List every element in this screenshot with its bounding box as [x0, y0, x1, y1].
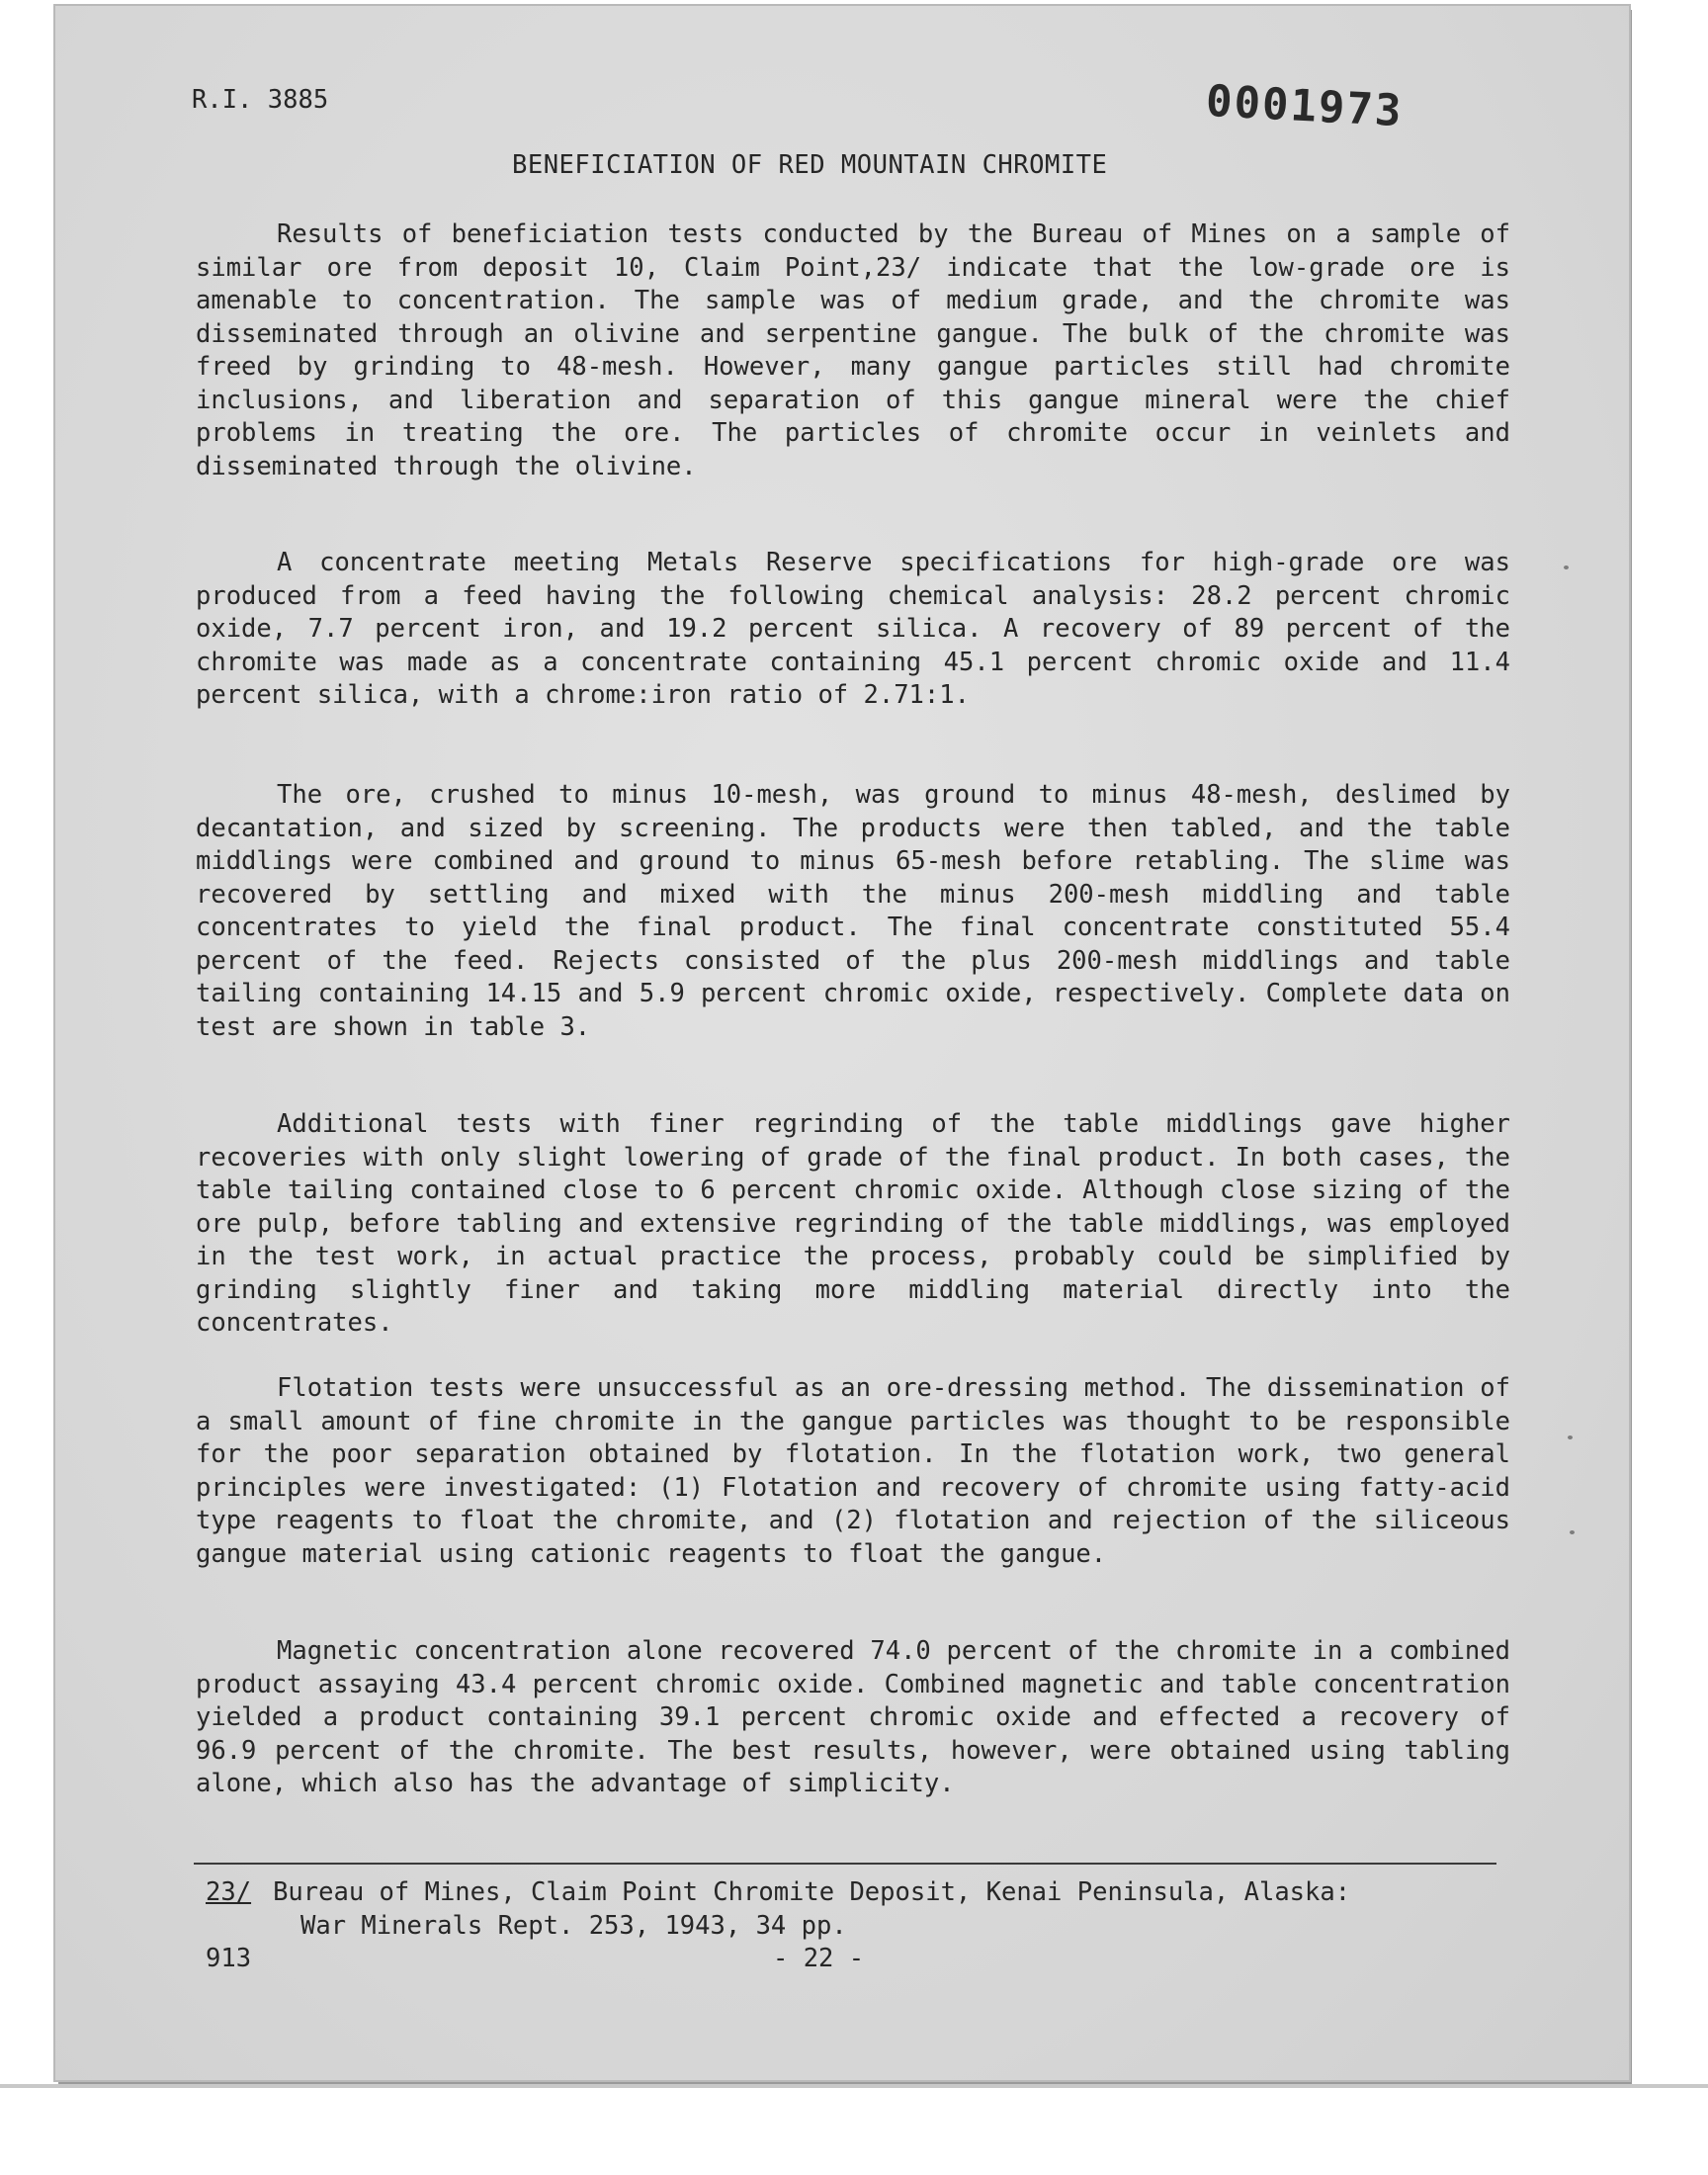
scan-speck — [1564, 566, 1569, 569]
scan-speck — [1570, 1530, 1575, 1534]
paragraph-magnetic: Magnetic concentration alone recovered 74.0 percent of the chromite in a combined product assaying 43.4 percent chromic oxide. Combined magnetic and table concentration yielded a product containing 39.1 percent chromic oxide and effected a recovery of 96.9 percent of the chromite. The best results, however, were obtained using tabling alone, which also has the advantage of simplicity. — [196, 1636, 1510, 1798]
paragraph-concentrate: A concentrate meeting Metals Reserve specifications for high-grade ore was produced from a feed having the following chemical analysis: 28.2 percent chromic oxide, 7.7 percent iron, and 19.2 percent silica. A recovery of 89 percent of the chromite was made as a concentrate containing 45.1 percent chromic oxide and 11.4 percent silica, with a chrome:iron ratio of 2.71:1. — [196, 548, 1510, 710]
footnote-line-1: Bureau of Mines, Claim Point Chromite Deposit, Kenai Peninsula, Alaska: — [273, 1877, 1351, 1907]
footnote-line-2: War Minerals Rept. 253, 1943, 34 pp. — [300, 1910, 847, 1941]
paragraph-process: The ore, crushed to minus 10-mesh, was ground to minus 48-mesh, deslimed by decantation, and sized by screening. The products were then tabled, and the table middlings were combined and ground to minus 65-mesh before retabling. The slime was recovered by settling and mixed with the minus 200-mesh middling and table concentrates to yield the final product. The final concentrate constituted 55.4 percent of the feed. Rejects consisted of the plus 200-mesh middlings and table tailing containing 14.15 and 5.9 percent chromic oxide, respectively. Complete data on test are shown in table 3. — [196, 780, 1510, 1042]
scan-edge — [0, 2084, 1708, 2088]
document-code: 913 — [206, 1944, 252, 1973]
document-number-stamp: 0001973 — [1204, 75, 1405, 137]
footnote-divider — [194, 1863, 1496, 1865]
footnote — [206, 1876, 1520, 1943]
page-number: - 22 - — [773, 1944, 865, 1973]
paragraph-flotation: Flotation tests were unsuccessful as an ore-dressing method. The dissemination of a small amount of fine chromite in the gangue particles was thought to be responsible for the poor separation obtained by flotation. In the flotation work, two general principles were investigated: (1) Flotation and recovery of chromite using fatty-acid type reagents to float the chromite, and (2) flotation and rejection of the siliceous gangue material using cationic reagents to float the gangue. — [196, 1373, 1510, 1569]
report-id: R.I. 3885 — [192, 85, 329, 115]
page-title: BENEFICIATION OF RED MOUNTAIN CHROMITE — [512, 150, 1108, 180]
paragraph-results: Results of beneficiation tests conducted by the Bureau of Mines on a sample of similar ore from deposit 10, Claim Point,23/ indicate that the low-grade ore is amenable to concentration. The sample was of medium grade, and the chromite was disseminated through an olivine and serpentine gangue. The bulk of the chromite was freed by grinding to 48-mesh. However, many gangue particles still had chromite inclusions, and liberation and separation of this gangue mineral were the chief problems in treating the ore. The particles of chromite occur in veinlets and disseminated through the olivine. — [196, 219, 1510, 481]
footnote-marker: 23/ — [206, 1877, 252, 1907]
paragraph-additional-tests: Additional tests with finer regrinding of the table middlings gave higher recoveries with only slight lowering of grade of the final product. In both cases, the table tailing contained close to 6 percent chromic oxide. Although close sizing of the ore pulp, before tabling and extensive regrinding of the table middlings, was employed in the test work, in actual practice the process, probably could be simplified by grinding slightly finer and taking more middling material directly into the concentrates. — [196, 1109, 1510, 1338]
scan-speck — [1568, 1436, 1573, 1439]
